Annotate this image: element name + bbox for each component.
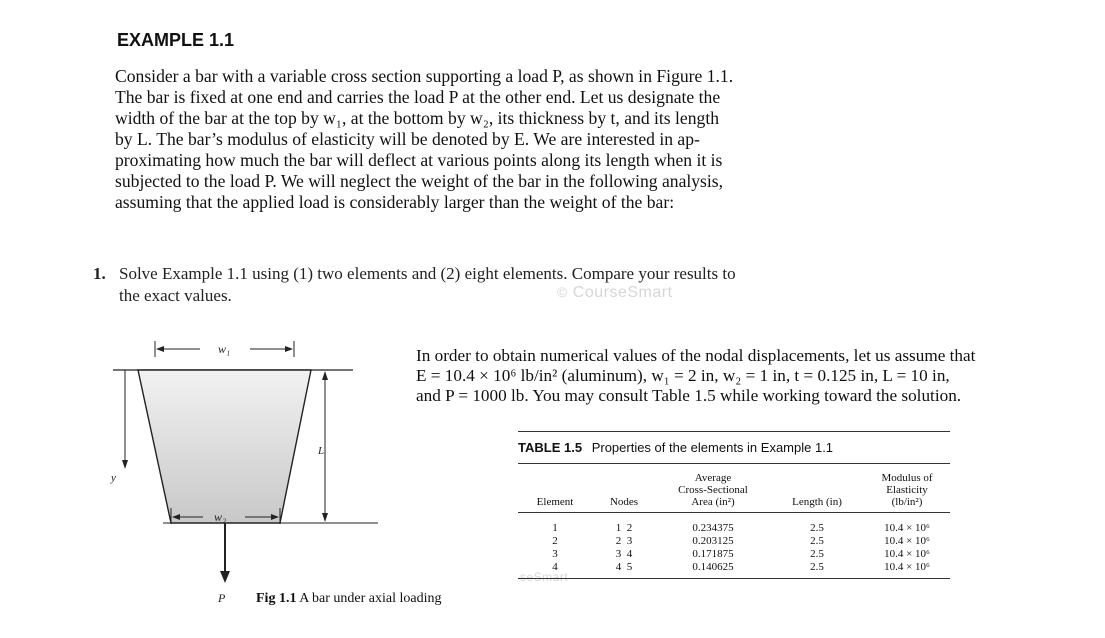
table-row	[518, 561, 950, 579]
intro-line: width of the bar at the top by w₁, at the bottom by w₂, its thickness by t, and its length	[115, 108, 720, 128]
length-label: L	[318, 445, 325, 457]
cell-length: 2.5	[770, 561, 864, 579]
example-heading: EXAMPLE 1.1	[117, 30, 235, 50]
bar-figure	[108, 340, 408, 610]
tapered-bar	[138, 370, 311, 523]
y-axis-label: y	[111, 472, 116, 484]
cell-modulus: 10.4 × 10⁶	[864, 561, 950, 579]
cell-area: 0.171875	[692, 548, 734, 560]
header-nodes: Nodes	[592, 464, 656, 513]
cell-nodes: 2 3	[615, 535, 633, 547]
cell-length: 2.5	[810, 535, 824, 547]
table-title	[518, 431, 950, 464]
cell-modulus: 10.4 × 10⁶	[884, 535, 930, 547]
problem-line: the exact values.	[119, 286, 232, 305]
assume-line: E = 10.4 × 10⁶ lb/in² (aluminum), w₁ = 2 in, w₂ = 1 in, t = 0.125 in, L = 10 in,	[416, 366, 950, 385]
figure-caption	[256, 591, 441, 607]
assume-line: and P = 1000 lb. You may consult Table 1.5 while working toward the solution.	[416, 386, 962, 405]
intro-line: The bar is fixed at one end and carries the load P at the other end. Let us designate the	[115, 87, 721, 107]
header-element: Element	[518, 464, 592, 513]
y-axis-arrow	[110, 370, 128, 484]
header-modulus: Modulus of Elasticity (lb/in²)	[864, 464, 950, 513]
cell-element: 3	[552, 548, 558, 560]
intro-line: Consider a bar with a variable cross section supporting a load P, as shown in Figure 1.1.	[115, 66, 734, 86]
problem-number: 1.	[93, 264, 106, 283]
cell-nodes: 4 5	[592, 561, 656, 579]
cell-nodes: 1 2	[615, 522, 633, 534]
intro-line: assuming that the applied load is considerably larger than the weight of the bar:	[115, 192, 675, 212]
example-intro-paragraph	[115, 66, 835, 213]
assume-line: In order to obtain numerical values of the nodal displacements, let us assume that	[416, 346, 976, 365]
assumption-paragraph	[416, 346, 1041, 406]
load-arrow	[217, 523, 230, 605]
cell-element: 4	[518, 561, 592, 579]
cell-element: 2	[552, 535, 558, 547]
table-row	[518, 548, 950, 561]
cell-modulus: 10.4 × 10⁶	[884, 548, 930, 560]
watermark-coursesmart: © CourseSmart	[557, 284, 673, 301]
header-length: Length (in)	[770, 464, 864, 513]
cell-modulus: 10.4 × 10⁶	[884, 522, 930, 534]
properties-table	[518, 431, 950, 579]
w1-label: w₁	[218, 342, 231, 356]
intro-line: by L. The bar’s modulus of elasticity will be denoted by E. We are interested in ap-	[115, 129, 700, 149]
w1-dimension	[155, 341, 294, 357]
figure-caption-number: Fig 1.1	[256, 591, 297, 606]
cell-length: 2.5	[810, 548, 824, 560]
watermark-fragment: seSmart	[520, 570, 569, 584]
problem-statement	[93, 263, 873, 307]
w2-label: w₂	[214, 510, 227, 524]
table-row	[518, 513, 950, 536]
cell-area: 0.234375	[692, 522, 734, 534]
figure-caption-text: A bar under axial loading	[299, 591, 442, 606]
length-dimension	[317, 371, 328, 522]
intro-line: proximating how much the bar will deflect at various points along its length when it is	[115, 150, 723, 170]
load-label: P	[218, 591, 226, 605]
cell-length: 2.5	[810, 522, 824, 534]
header-area: Average Cross-Sectional Area (in²)	[656, 464, 770, 513]
table-row	[518, 535, 950, 548]
cell-nodes: 3 4	[615, 548, 633, 560]
intro-line: subjected to the load P. We will neglect the weight of the bar in the following analysis,	[115, 171, 724, 191]
problem-line: Solve Example 1.1 using (1) two elements and (2) eight elements. Compare your results to	[119, 264, 736, 283]
table-caption: Properties of the elements in Example 1.1	[591, 440, 834, 455]
table-header-row	[518, 464, 950, 513]
table-label: TABLE 1.5	[518, 440, 583, 455]
cell-area: 0.140625	[656, 561, 770, 579]
cell-area: 0.203125	[692, 535, 734, 547]
table-grid	[518, 464, 950, 579]
cell-element: 1	[552, 522, 558, 534]
